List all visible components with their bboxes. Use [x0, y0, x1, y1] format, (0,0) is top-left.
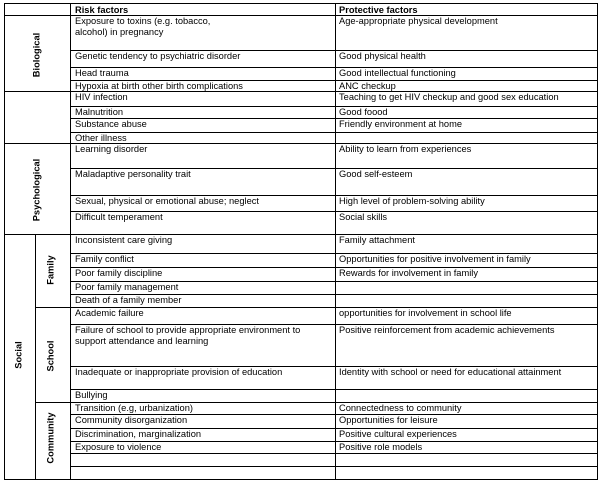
- grid-hline: [70, 294, 597, 295]
- table-row-risk: Exposure to violence: [75, 442, 162, 452]
- header-protective-factors: Protective factors: [339, 5, 418, 15]
- table-row-protective: Age-appropriate physical development: [339, 16, 498, 26]
- table-row-risk: Family conflict: [75, 254, 134, 264]
- section-school: School: [45, 340, 56, 372]
- grid-hline: [70, 80, 597, 81]
- table-row-protective: Opportunities for positive involvement in family: [339, 254, 531, 264]
- grid-hline: [70, 466, 597, 467]
- grid-vline: [35, 234, 36, 479]
- table-row-protective: Friendly environment at home: [339, 119, 462, 129]
- grid-hline: [70, 366, 597, 367]
- table-row-risk: Failure of school to provide appropriate environment to support attendance and learning: [75, 325, 301, 346]
- table-row-risk: HIV infection: [75, 92, 128, 102]
- grid-hline: [70, 211, 597, 212]
- header-risk-factors: Risk factors: [75, 5, 129, 15]
- table-row-risk: Hypoxia at birth other birth complications: [75, 81, 243, 91]
- table-row-risk: Genetic tendency to psychiatric disorder: [75, 51, 241, 61]
- grid-hline: [70, 67, 597, 68]
- table-row-risk: Head trauma: [75, 68, 129, 78]
- table-row-protective: Good foood: [339, 107, 388, 117]
- table-row-protective: Opportunities for leisure: [339, 415, 438, 425]
- table-row-risk: Death of a family member: [75, 295, 182, 305]
- table-row-protective: Good self-esteem: [339, 169, 413, 179]
- section-family: Family: [45, 255, 56, 285]
- grid-hline: [5, 143, 597, 144]
- grid-hline: [70, 389, 597, 390]
- grid-hline: [70, 267, 597, 268]
- grid-hline: [70, 106, 597, 107]
- section-psychological: Psychological: [31, 158, 42, 222]
- grid-hline: [70, 441, 597, 442]
- table-row-risk: Substance abuse: [75, 119, 147, 129]
- grid-hline: [70, 118, 597, 119]
- grid-vline: [70, 4, 71, 479]
- grid-hline: [70, 324, 597, 325]
- table-row-risk: Learning disorder: [75, 144, 148, 154]
- grid-hline: [70, 195, 597, 196]
- table-row-protective: Rewards for involvement in family: [339, 268, 478, 278]
- table-row-protective: ANC checkup: [339, 81, 396, 91]
- table-row-protective: Identity with school or need for educational attainment: [339, 367, 562, 377]
- table-row-protective: Family attachment: [339, 235, 415, 245]
- grid-hline: [5, 234, 597, 235]
- grid-hline: [70, 132, 597, 133]
- table-row-protective: Ability to learn from experiences: [339, 144, 472, 154]
- table-row-risk: Academic failure: [75, 308, 144, 318]
- grid-hline: [35, 402, 597, 403]
- grid-hline: [70, 168, 597, 169]
- grid-hline: [70, 414, 597, 415]
- table-row-risk: Inconsistent care giving: [75, 235, 173, 245]
- table-row-protective: Good intellectual functioning: [339, 68, 456, 78]
- table-row-protective: High level of problem-solving ability: [339, 196, 485, 206]
- table-row-risk: Other illness: [75, 133, 127, 143]
- table-row-risk: Discrimination, marginalization: [75, 429, 202, 439]
- table-row-risk: Malnutrition: [75, 107, 124, 117]
- section-social: Social: [13, 341, 24, 369]
- table-row-risk: Transition (e.g, urbanization): [75, 403, 193, 413]
- grid-hline: [70, 50, 597, 51]
- table-row-risk: Poor family management: [75, 282, 179, 292]
- grid-hline: [70, 428, 597, 429]
- table-row-protective: Positive reinforcement from academic achievements: [339, 325, 555, 335]
- grid-hline: [35, 307, 597, 308]
- table-row-risk: Poor family discipline: [75, 268, 163, 278]
- risk-protective-table: [4, 3, 598, 480]
- table-row-protective: Positive role models: [339, 442, 423, 452]
- table-row-protective: Social skills: [339, 212, 388, 222]
- table-row-risk: Difficult temperament: [75, 212, 163, 222]
- table-row-protective: Good physical health: [339, 51, 426, 61]
- grid-hline: [70, 453, 597, 454]
- table-row-risk: Maladaptive personality trait: [75, 169, 191, 179]
- section-community: Community: [45, 412, 56, 464]
- grid-hline: [70, 253, 597, 254]
- grid-vline: [335, 4, 336, 479]
- table-row-risk: Exposure to toxins (e.g. tobacco, alcohol) in pregnancy: [75, 16, 211, 37]
- table-row-risk: Sexual, physical or emotional abuse; neglect: [75, 196, 259, 206]
- grid-hline: [70, 281, 597, 282]
- table-row-risk: Community disorganization: [75, 415, 188, 425]
- section-biological: Biological: [31, 32, 42, 78]
- table-row-protective: Connectedness to community: [339, 403, 462, 413]
- table-row-protective: Positive cultural experiences: [339, 429, 457, 439]
- table-row-risk: Bullying: [75, 390, 108, 400]
- grid-hline: [5, 15, 597, 16]
- grid-hline: [5, 91, 597, 92]
- table-row-protective: opportunities for involvement in school life: [339, 308, 512, 318]
- table-row-risk: Inadequate or inappropriate provision of education: [75, 367, 283, 377]
- table-row-protective: Teaching to get HIV checkup and good sex education: [339, 92, 559, 102]
